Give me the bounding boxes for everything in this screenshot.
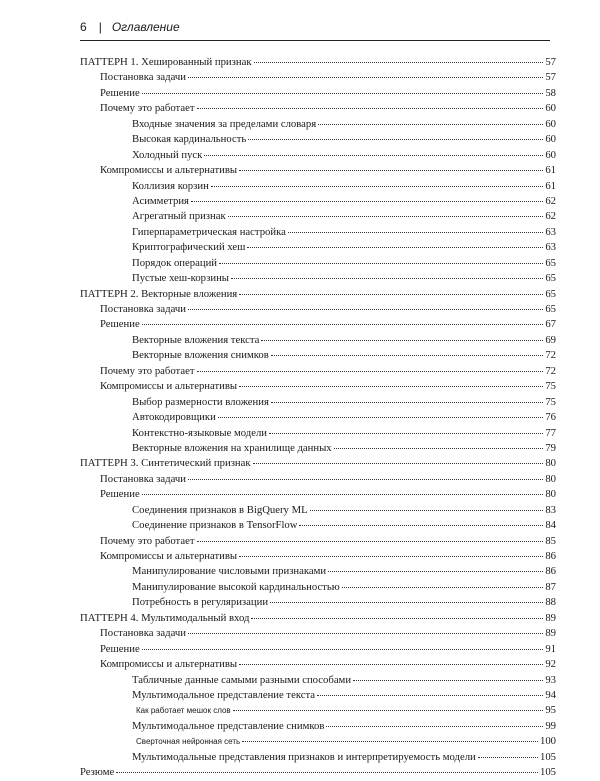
toc-entry-title: Гиперпараметрическая настройка <box>132 225 286 238</box>
toc-entry-page: 65 <box>545 287 556 300</box>
dot-leader <box>299 515 543 526</box>
toc-entry-title: Потребность в регуляризации <box>132 596 269 609</box>
toc-entry-page: 60 <box>545 102 556 115</box>
dot-leader <box>239 284 543 295</box>
toc-entry-page: 87 <box>545 580 556 593</box>
dot-leader <box>231 268 543 279</box>
toc-entry-title: Почему это работает <box>100 102 195 115</box>
dot-leader <box>188 469 543 480</box>
toc-entry-title: Манипулирование высокой кардинальностью <box>132 580 340 593</box>
dot-leader <box>142 83 544 94</box>
toc-entry-page: 69 <box>545 333 556 346</box>
toc-entry-page: 92 <box>545 658 556 671</box>
toc-entry-title: Табличные данные самыми разными способами <box>132 673 352 686</box>
dot-leader <box>261 330 543 341</box>
dot-leader <box>188 67 543 78</box>
dot-leader <box>271 392 543 403</box>
toc-entry-page: 62 <box>545 210 556 223</box>
dot-leader <box>142 314 544 325</box>
toc-entry <box>80 764 556 779</box>
dot-leader <box>188 623 543 634</box>
toc-entry-title: Агрегатный признак <box>132 210 226 223</box>
toc-entry-page: 80 <box>545 457 556 470</box>
toc-entry-title: Векторные вложения снимков <box>132 349 269 362</box>
toc-entry-page: 89 <box>545 611 556 624</box>
dot-leader <box>233 700 544 711</box>
toc-entry-title: Постановка задачи <box>100 71 186 84</box>
toc-entry-page: 60 <box>545 148 556 161</box>
toc-entry-title: Контекстно-языковые модели <box>132 426 268 439</box>
toc-entry-page: 77 <box>545 426 556 439</box>
dot-leader <box>211 176 543 187</box>
toc-entry-page: 85 <box>545 534 556 547</box>
toc-entry-title: Мультимодальные представления признаков и интерпретируемость модели <box>132 750 476 763</box>
toc-entry-title: Векторные вложения на хранилище данных <box>132 441 332 454</box>
dot-leader <box>204 145 543 156</box>
toc-entry-page: 57 <box>545 56 556 68</box>
dot-leader <box>239 546 543 557</box>
toc-entry-page: 105 <box>539 766 556 779</box>
toc-entry-page: 83 <box>545 503 556 516</box>
toc-entry-page: 60 <box>545 133 556 146</box>
toc-entry-title: Пустые хеш-корзины <box>132 272 229 285</box>
dot-leader <box>478 747 538 758</box>
toc-entry-title: Компромиссы и альтернативы <box>100 164 238 177</box>
toc-entry-title: Постановка задачи <box>100 627 186 640</box>
toc-entry-page: 95 <box>545 704 556 717</box>
toc-entry-page: 99 <box>545 719 556 732</box>
toc-entry-page: 91 <box>545 642 556 655</box>
dot-leader <box>239 160 543 171</box>
toc-entry-page: 65 <box>545 272 556 285</box>
toc-entry-title: Почему это работает <box>100 364 195 377</box>
toc-entry-page: 61 <box>545 164 556 177</box>
toc-entry-page: 60 <box>545 117 556 130</box>
toc-entry-title: Мультимодальное представление снимков <box>132 719 325 732</box>
dot-leader <box>269 423 543 434</box>
dot-leader <box>247 237 543 248</box>
dot-leader <box>228 206 544 217</box>
toc-entry-title: ПАТТЕРН 2. Векторные вложения <box>80 287 238 300</box>
dot-leader <box>248 129 543 140</box>
toc-entry-page: 93 <box>545 673 556 686</box>
dot-leader <box>197 531 544 542</box>
toc-entry-page: 63 <box>545 225 556 238</box>
dot-leader <box>116 762 538 773</box>
toc-entry-title: Холодный пуск <box>132 148 203 161</box>
dot-leader <box>191 191 543 202</box>
toc-entry-page: 57 <box>545 71 556 84</box>
toc-entry-page: 67 <box>545 318 556 331</box>
toc-entry-title: Мультимодальное представление текста <box>132 688 316 701</box>
toc-entry-title: Векторные вложения текста <box>132 333 260 346</box>
toc-entry-page: 72 <box>545 349 556 362</box>
toc-entry-title: Компромиссы и альтернативы <box>100 658 238 671</box>
dot-leader <box>353 670 543 681</box>
toc-entry-title: Постановка задачи <box>100 303 186 315</box>
toc-entry-title: Порядок операций <box>132 256 218 269</box>
toc-entry-page: 86 <box>545 550 556 562</box>
toc-entry-title: Компромиссы и альтернативы <box>100 550 238 562</box>
dot-leader <box>253 453 544 464</box>
toc-entry-page: 105 <box>539 750 556 763</box>
toc-entry-page: 79 <box>545 441 556 454</box>
dot-leader <box>326 716 543 727</box>
dot-leader <box>328 561 543 572</box>
dot-leader <box>242 731 538 742</box>
toc-entry-title: Высокая кардинальность <box>132 133 247 146</box>
header-separator: | <box>98 20 102 34</box>
toc-entry-page: 72 <box>545 364 556 377</box>
toc-entry-page: 75 <box>545 395 556 408</box>
toc-entry-page: 75 <box>545 380 556 393</box>
toc-entry-page: 63 <box>545 241 556 254</box>
toc-entry-title: Манипулирование числовыми признаками <box>132 565 327 578</box>
dot-leader <box>318 114 543 125</box>
toc-entry-title: Решение <box>100 488 140 501</box>
toc-entry-page: 88 <box>545 596 556 609</box>
dot-leader <box>251 608 543 619</box>
toc-entry-title: Криптографический хеш <box>132 241 246 254</box>
toc-entry-title: Соединения признаков в BigQuery ML <box>132 503 308 516</box>
dot-leader <box>218 407 544 418</box>
dot-leader <box>188 299 543 310</box>
running-title: Оглавление <box>111 20 180 34</box>
toc-entry-title: ПАТТЕРН 1. Хешированный признак <box>80 56 252 68</box>
toc-entry-title: Постановка задачи <box>100 472 186 485</box>
dot-leader <box>317 685 543 696</box>
toc-entry-title: Коллизия корзин <box>132 179 209 192</box>
dot-leader <box>288 222 543 233</box>
dot-leader <box>239 376 543 387</box>
toc-entry-title: Как работает мешок слов <box>136 706 231 716</box>
dot-leader <box>197 98 544 109</box>
toc-entry-page: 84 <box>545 519 556 532</box>
dot-leader <box>270 592 543 603</box>
dot-leader <box>239 654 543 665</box>
toc-entry-title: Автокодировщики <box>132 411 216 424</box>
dot-leader <box>142 484 544 495</box>
toc-entry-title: Сверточная нейронная сеть <box>136 737 241 747</box>
dot-leader <box>271 345 544 356</box>
toc-entry-page: 61 <box>545 179 556 192</box>
toc-entry-title: Решение <box>100 318 140 331</box>
toc-entry-page: 86 <box>545 565 556 578</box>
toc-entry-title: Соединение признаков в TensorFlow <box>132 519 298 532</box>
toc-entry-title: Резюме <box>80 766 115 779</box>
toc-entry-title: Решение <box>100 86 140 99</box>
toc-entry-page: 100 <box>539 735 556 748</box>
dot-leader <box>197 361 544 372</box>
toc-entry-title: Асимметрия <box>132 194 189 207</box>
dot-leader <box>310 500 544 511</box>
toc-entry-title: Решение <box>100 642 140 655</box>
running-header <box>80 16 550 38</box>
dot-leader <box>142 639 544 650</box>
toc-entry-page: 76 <box>545 411 556 424</box>
toc-entry-title: Компромиссы и альтернативы <box>100 380 238 393</box>
toc-entry-title: Почему это работает <box>100 534 195 547</box>
table-of-contents <box>80 54 556 780</box>
toc-entry-title: Выбор размерности вложения <box>132 395 269 408</box>
toc-entry-page: 80 <box>545 472 556 485</box>
dot-leader <box>219 253 543 264</box>
toc-entry-page: 65 <box>545 303 556 315</box>
dot-leader <box>254 52 544 63</box>
toc-entry-page: 80 <box>545 488 556 501</box>
header-rule <box>80 40 550 41</box>
toc-entry-title: ПАТТЕРН 3. Синтетический признак <box>80 457 251 470</box>
toc-entry-page: 65 <box>545 256 556 269</box>
toc-entry-page: 89 <box>545 627 556 640</box>
toc-entry-page: 62 <box>545 194 556 207</box>
page-number: 6 <box>80 20 87 34</box>
dot-leader <box>342 577 544 588</box>
toc-entry-title: ПАТТЕРН 4. Мультимодальный вход <box>80 611 250 624</box>
toc-entry-page: 94 <box>545 688 556 701</box>
toc-entry-page: 58 <box>545 86 556 99</box>
toc-entry-title: Входные значения за пределами словаря <box>132 117 317 130</box>
dot-leader <box>334 438 544 449</box>
